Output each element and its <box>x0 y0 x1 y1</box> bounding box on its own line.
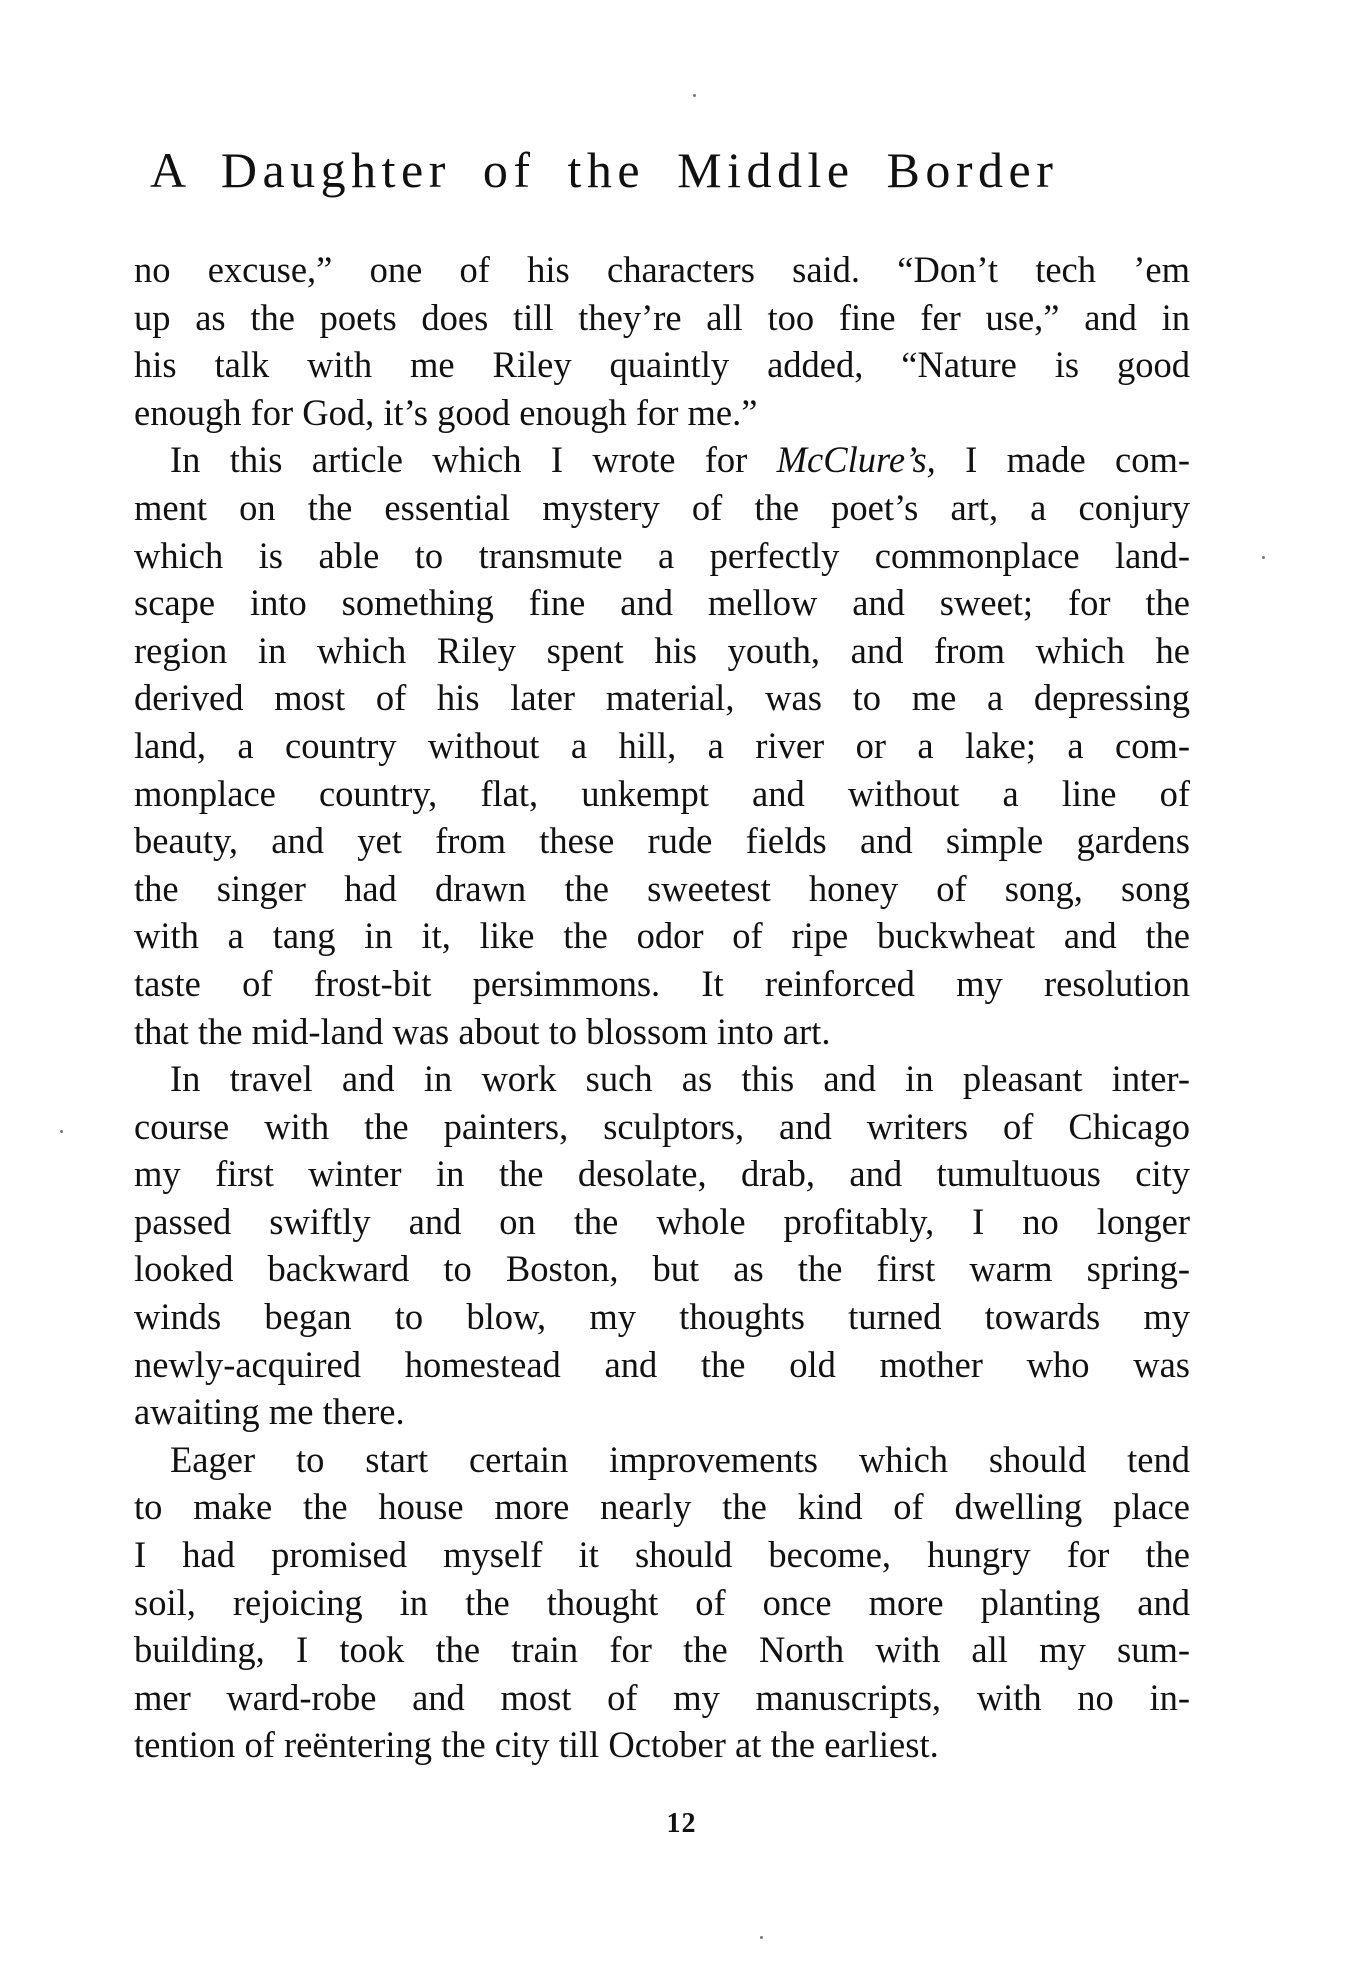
text-line <box>134 1388 1190 1436</box>
text-line <box>134 1436 1190 1484</box>
text-run: region in which Riley spent his youth, and from which he <box>134 629 1190 671</box>
text-run: enough for God, it’s good enough for me.” <box>134 391 758 433</box>
text-line <box>134 1293 1190 1341</box>
text-line <box>134 865 1190 913</box>
scan-speck <box>693 94 696 97</box>
text-run: with a tang in it, like the odor of ripe buckwheat and the <box>134 915 1190 957</box>
text-run: his talk with me Riley quaintly added, “Nature is good <box>134 344 1190 386</box>
text-run: monplace country, flat, unkempt and without a line of <box>134 772 1190 814</box>
text-run: my first winter in the desolate, drab, and tumultuous city <box>134 1153 1190 1195</box>
text-line <box>134 532 1190 580</box>
italic-title: McClure’s, <box>776 439 936 481</box>
text-run: which is able to transmute a perfectly commonplace land- <box>134 534 1190 576</box>
text-run: I had promised myself it should become, hungry for the <box>134 1534 1190 1576</box>
text-line <box>134 817 1190 865</box>
text-line <box>134 1008 1190 1056</box>
text-line <box>134 1245 1190 1293</box>
text-line <box>134 341 1190 389</box>
text-run: scape into something fine and mellow and sweet; for the <box>134 582 1190 624</box>
text-line <box>134 436 1190 484</box>
text-run: ment on the essential mystery of the poet’s art, a conjury <box>134 486 1190 528</box>
text-line <box>134 246 1190 294</box>
text-run: winds began to blow, my thoughts turned towards my <box>134 1296 1190 1338</box>
text-run: to make the house more nearly the kind of dwelling place <box>134 1486 1190 1528</box>
text-run: looked backward to Boston, but as the first warm spring- <box>134 1248 1190 1290</box>
scan-speck <box>760 1936 763 1939</box>
body-text <box>134 246 1190 1769</box>
text-line <box>134 1579 1190 1627</box>
text-line <box>134 674 1190 722</box>
text-line <box>134 1531 1190 1579</box>
text-run: I made com- <box>935 439 1190 481</box>
scan-speck <box>60 1130 63 1133</box>
text-run: awaiting me there. <box>134 1391 405 1433</box>
text-run: mer ward-robe and most of my manuscripts, with no in- <box>134 1676 1190 1718</box>
text-run: beauty, and yet from these rude fields and simple gardens <box>134 820 1190 862</box>
text-run: derived most of his later material, was to me a depressing <box>134 677 1190 719</box>
text-run: newly-acquired homestead and the old mother who was <box>134 1343 1190 1385</box>
text-line <box>134 912 1190 960</box>
text-line <box>134 294 1190 342</box>
text-run: up as the poets does till they’re all too fine fer use,” and in <box>134 296 1190 338</box>
text-line <box>134 389 1190 437</box>
text-line <box>134 770 1190 818</box>
scan-speck <box>1262 556 1265 559</box>
page-number: 12 <box>666 1808 697 1839</box>
text-run: land, a country without a hill, a river or a lake; a com- <box>134 724 1190 766</box>
text-line <box>134 1055 1190 1103</box>
text-line <box>134 1341 1190 1389</box>
text-line <box>134 1626 1190 1674</box>
text-line <box>134 1198 1190 1246</box>
text-line <box>134 1674 1190 1722</box>
text-run: In this article which I wrote for <box>170 439 777 481</box>
text-line <box>134 960 1190 1008</box>
text-run: no excuse,” one of his characters said. “Don’t tech ’em <box>134 249 1190 290</box>
text-run: Eager to start certain improvements which should tend <box>170 1438 1190 1480</box>
text-run: taste of frost-bit persimmons. It reinforced my resolution <box>134 962 1190 1004</box>
text-line <box>134 484 1190 532</box>
text-run: the singer had drawn the sweetest honey of song, song <box>134 867 1190 909</box>
text-run: In travel and in work such as this and in pleasant inter- <box>170 1058 1190 1100</box>
text-line <box>134 627 1190 675</box>
text-line <box>134 1150 1190 1198</box>
text-line <box>134 1483 1190 1531</box>
text-run: tention of reëntering the city till October at the earliest. <box>134 1724 939 1766</box>
text-line <box>134 722 1190 770</box>
text-run: soil, rejoicing in the thought of once more planting and <box>134 1581 1190 1623</box>
text-run: passed swiftly and on the whole profitably, I no longer <box>134 1200 1190 1242</box>
text-line <box>134 579 1190 627</box>
text-run: building, I took the train for the North with all my sum- <box>134 1629 1190 1671</box>
running-head: A Daughter of the Middle Border <box>150 142 1059 198</box>
text-run: that the mid-land was about to blossom into art. <box>134 1010 831 1052</box>
text-run: course with the painters, sculptors, and writers of Chicago <box>134 1105 1190 1147</box>
text-line <box>134 1103 1190 1151</box>
text-line <box>134 1721 1190 1769</box>
